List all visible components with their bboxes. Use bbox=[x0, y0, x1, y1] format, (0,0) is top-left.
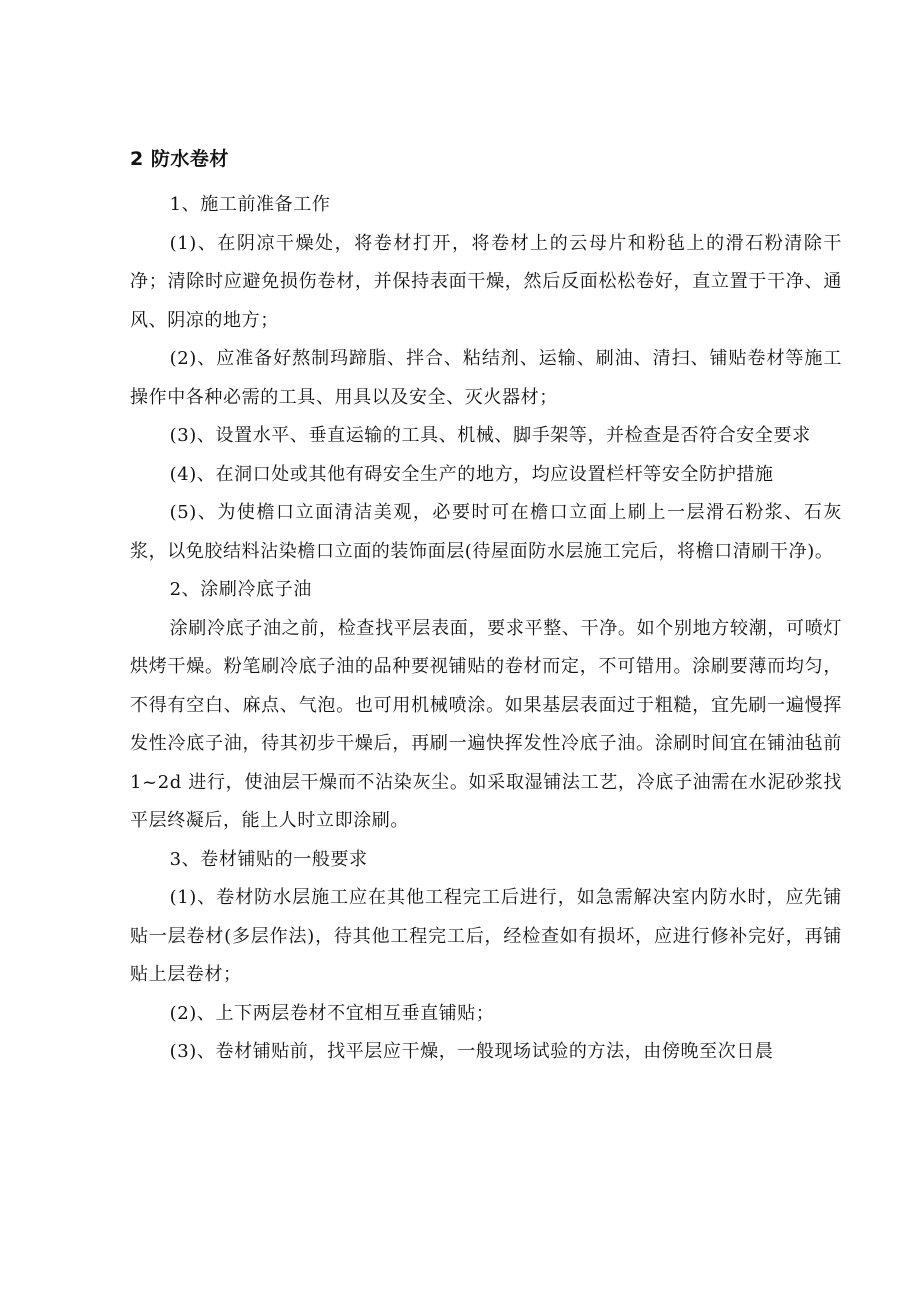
paragraph: (2)、上下两层卷材不宜相互垂直铺贴； bbox=[169, 1002, 495, 1024]
paragraph: (3)、卷材铺贴前，找平层应干燥，一般现场试验的方法，由傍晚至次日晨 bbox=[169, 1041, 774, 1062]
section-heading: 2 防水卷材 bbox=[130, 148, 229, 170]
document-body bbox=[130, 146, 842, 1072]
subsection-title: 2、涂刷冷底子油 bbox=[169, 579, 312, 600]
paragraph: (3)、设置水平、垂直运输的工具、机械、脚手架等，并检查是否符合安全要求 bbox=[169, 425, 811, 446]
paragraph: (2)、应准备好熬制玛蹄脂、拌合、粘结剂、运输、刷油、清扫、铺贴卷材等施工操作中各种必需的工具、用具以及安全、灭火器材； bbox=[130, 348, 842, 408]
paragraph: (4)、在洞口处或其他有碍安全生产的地方，均应设置栏杆等安全防护措施 bbox=[169, 463, 774, 485]
paragraph: (5)、为使檐口立面清洁美观，必要时可在檐口立面上刷上一层滑石粉浆、石灰浆，以免胶结料沾染檐口立面的装饰面层(待屋面防水层施工完后，将檐口清刷干净)。 bbox=[130, 502, 842, 562]
paragraph: 涂刷冷底子油之前，检查找平层表面，要求平整、干净。如个别地方较潮，可喷灯烘烤干燥。粉笔刷冷底子油的品种要视铺贴的卷材而定，不可错用。涂刷要薄而均匀，不得有空白、麻点、气泡。也可用机械喷涂。如果基层表面过于粗糙，宜先刷一遍慢挥发性冷底子油，待其初步干燥后，再刷一遍快挥发性冷底子油。涂刷时间宜在铺油毡前 1~2d 进行，使油层干燥而不沾染灰尘。如采取湿铺法工艺，冷底子油需在水泥砂浆找平层终凝后，能上人时立即涂刷。 bbox=[130, 617, 842, 831]
subsection-title: 3、卷材铺贴的一般要求 bbox=[169, 848, 368, 870]
paragraph: (1)、卷材防水层施工应在其他工程完工后进行，如急需解决室内防水时，应先铺贴一层卷材(多层作法)，待其他工程完工后，经检查如有损坏，应进行修补完好，再铺贴上层卷材； bbox=[130, 887, 842, 985]
paragraph: (1)、在阴凉干燥处，将卷材打开，将卷材上的云母片和粉毡上的滑石粉清除干净；清除时应避免损伤卷材，并保持表面干燥，然后反面松松卷好，直立置于干净、通风、阴凉的地方； bbox=[130, 232, 842, 331]
subsection-title: 1、施工前准备工作 bbox=[169, 194, 331, 215]
